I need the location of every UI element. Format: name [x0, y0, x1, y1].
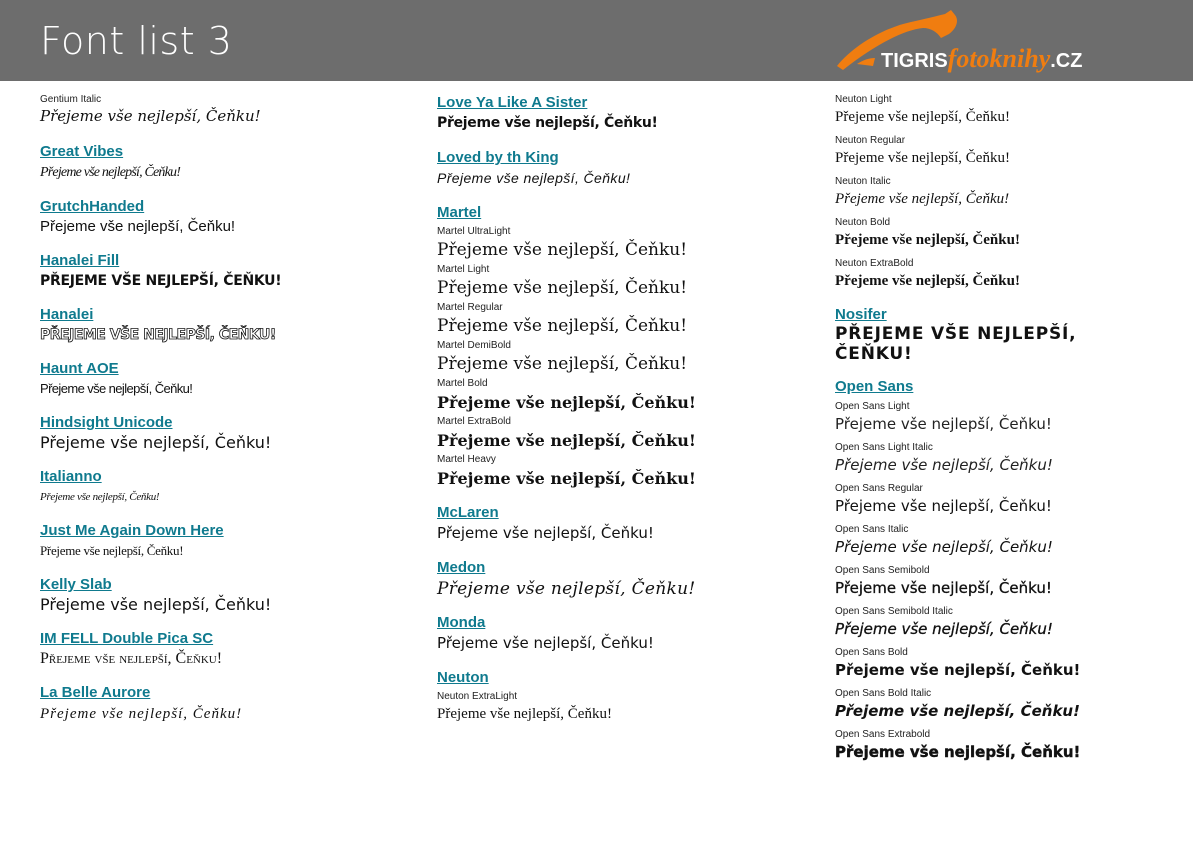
- font-label: Open Sans Bold: [835, 647, 908, 658]
- font-sample: PŘEJEME VŠE NEJLEPŠÍ, ČEŇKU!: [40, 273, 282, 289]
- font-label: Martel ExtraBold: [437, 416, 511, 427]
- font-sample: Přejeme vše nejlepší, Čeňku!: [437, 706, 612, 722]
- font-name-link[interactable]: Neuton: [437, 669, 489, 686]
- font-sample: Přejeme vše nejlepší, Čeňku!: [835, 150, 1010, 166]
- font-sample: Přejeme vše nejlepší, Čeňku!: [835, 702, 1080, 720]
- font-label: Open Sans Italic: [835, 524, 909, 535]
- font-label: Neuton ExtraLight: [437, 691, 518, 702]
- font-sample: Přejeme vše nejlepší, Čeňku!: [835, 661, 1081, 679]
- font-label: Open Sans Regular: [835, 483, 923, 494]
- logo-text-cz: .CZ: [1050, 50, 1083, 72]
- font-sample: Přejeme vše nejlepší, Čeňku!: [835, 273, 1020, 289]
- logo-text-tigris: TIGRIS: [881, 50, 948, 72]
- font-label: Martel Light: [437, 264, 490, 275]
- font-sample: Přejeme vše nejlepší, Čeňku!: [835, 232, 1020, 248]
- font-name-link[interactable]: Kelly Slab: [40, 576, 112, 593]
- font-name-link[interactable]: Haunt AOE: [40, 360, 119, 377]
- font-sample: Přejeme vše nejlepší, Čeňku!: [40, 595, 272, 614]
- font-sample: Přejeme vše nejlepší, Čeňku!: [835, 456, 1053, 474]
- font-sample: Přejeme vše nejlepší, Čeňku!: [40, 433, 272, 452]
- font-label: Martel UltraLight: [437, 226, 511, 237]
- font-sample: Přejeme vše nejlepší, Čeňku!: [437, 469, 696, 488]
- font-name-link[interactable]: GrutchHanded: [40, 198, 145, 215]
- font-name-link[interactable]: Hindsight Unicode: [40, 414, 173, 431]
- font-column-1: [40, 93, 410, 726]
- font-name-link[interactable]: Loved by th King: [437, 149, 559, 166]
- font-name-link[interactable]: Just Me Again Down Here: [40, 522, 224, 539]
- font-label: Neuton ExtraBold: [835, 258, 914, 269]
- font-label: Open Sans Bold Italic: [835, 688, 932, 699]
- font-label: Open Sans Light: [835, 401, 910, 412]
- font-label: Neuton Italic: [835, 176, 891, 187]
- font-label: Neuton Regular: [835, 135, 906, 146]
- font-sample: Přejeme vše nejlepší, Čeňku!: [835, 538, 1053, 556]
- font-label: Martel DemiBold: [437, 340, 511, 351]
- font-label: Martel Bold: [437, 378, 488, 389]
- font-sample: PŘEJEME VŠE NEJLEPŠÍ, ČEŇKU!: [835, 324, 1077, 364]
- font-sample: Přejeme vše nejlepší, Čeňku!: [40, 107, 261, 125]
- font-name-link[interactable]: Hanalei: [40, 306, 94, 323]
- font-sample: Přejeme vše nejlepší, Čeňku!: [835, 191, 1010, 207]
- font-sample: Přejeme vše nejlepší, Čeňku!: [835, 109, 1010, 125]
- font-sample: Přejeme vše nejlepší, Čeňku!: [437, 524, 654, 542]
- font-sample: Přejeme vše nejlepší, Čeňku!: [40, 706, 243, 722]
- font-label: Open Sans Semibold Italic: [835, 606, 953, 617]
- font-sample: Přejeme vše nejlepší, Čeňku!: [835, 743, 1081, 761]
- header-bar: [0, 0, 1193, 81]
- font-sample: Přejeme vše nejlepší, Čeňku!: [40, 218, 236, 235]
- font-label: Gentium Italic: [40, 94, 102, 105]
- font-name-link[interactable]: Love Ya Like A Sister: [437, 94, 588, 111]
- font-sample: Přejeme vše nejlepší, Čeňku!: [437, 634, 654, 652]
- font-column-2: [437, 93, 807, 725]
- font-label: Open Sans Semibold: [835, 565, 930, 576]
- font-name-link[interactable]: Great Vibes: [40, 143, 124, 160]
- font-sample: Přejeme vše nejlepší, Čeňku!: [437, 170, 631, 186]
- font-sample: Přejeme vše nejlepší, Čeňku!: [437, 431, 696, 450]
- font-sample: Přejeme vše nejlepší, Čeňku!: [40, 543, 184, 558]
- font-sample: Přejeme vše nejlepší, Čeňku!: [437, 354, 688, 374]
- font-sample: Přejeme vše nejlepší, Čeňku!: [437, 115, 658, 131]
- font-sample: Přejeme vše nejlepší, Čeňku!: [835, 620, 1053, 638]
- font-label: Open Sans Light Italic: [835, 442, 933, 453]
- font-name-link[interactable]: Nosifer: [835, 306, 887, 323]
- font-sample: Přejeme vše nejlepší, Čeňku!: [437, 240, 688, 260]
- font-name-link[interactable]: Open Sans: [835, 378, 914, 395]
- font-label: Martel Heavy: [437, 454, 496, 465]
- font-sample: Přejeme vše nejlepší, Čeňku!: [40, 650, 223, 667]
- font-sample: Přejeme vše nejlepší, Čeňku!: [40, 491, 160, 503]
- font-name-link[interactable]: Hanalei Fill: [40, 252, 120, 269]
- font-label: Neuton Light: [835, 94, 892, 105]
- font-sample: Přejeme vše nejlepší, Čeňku!: [40, 165, 181, 180]
- font-sample: Přejeme vše nejlepší, Čeňku!: [835, 415, 1052, 433]
- font-sample: Přejeme vše nejlepší, Čeňku!: [835, 579, 1052, 597]
- font-sample: PŘEJEME VŠE NEJLEPŠÍ, ČEŇKU!: [40, 327, 276, 343]
- font-name-link[interactable]: Monda: [437, 614, 486, 631]
- font-sample: Přejeme vše nejlepší, Čeňku!: [437, 579, 696, 599]
- font-sample: Přejeme vše nejlepší, Čeňku!: [437, 393, 696, 412]
- font-name-link[interactable]: IM FELL Double Pica SC: [40, 630, 214, 647]
- font-name-link[interactable]: Italianno: [40, 468, 102, 485]
- tigris-logo: [833, 6, 1093, 78]
- page-title: Font list 3: [40, 19, 233, 63]
- font-sample: Přejeme vše nejlepší, Čeňku!: [40, 381, 193, 396]
- font-name-link[interactable]: La Belle Aurore: [40, 684, 151, 701]
- font-name-link[interactable]: Martel: [437, 204, 482, 221]
- font-name-link[interactable]: McLaren: [437, 504, 499, 521]
- font-label: Martel Regular: [437, 302, 503, 313]
- logo-text-fotoknihy: fotoknihy: [947, 44, 1051, 73]
- font-sample: Přejeme vše nejlepší, Čeňku!: [437, 278, 688, 298]
- font-label: Open Sans Extrabold: [835, 729, 931, 740]
- font-name-link[interactable]: Medon: [437, 559, 486, 576]
- font-sample: Přejeme vše nejlepší, Čeňku!: [835, 497, 1052, 515]
- font-column-3: [835, 93, 1175, 763]
- font-label: Neuton Bold: [835, 217, 891, 228]
- font-sample: Přejeme vše nejlepší, Čeňku!: [437, 316, 688, 336]
